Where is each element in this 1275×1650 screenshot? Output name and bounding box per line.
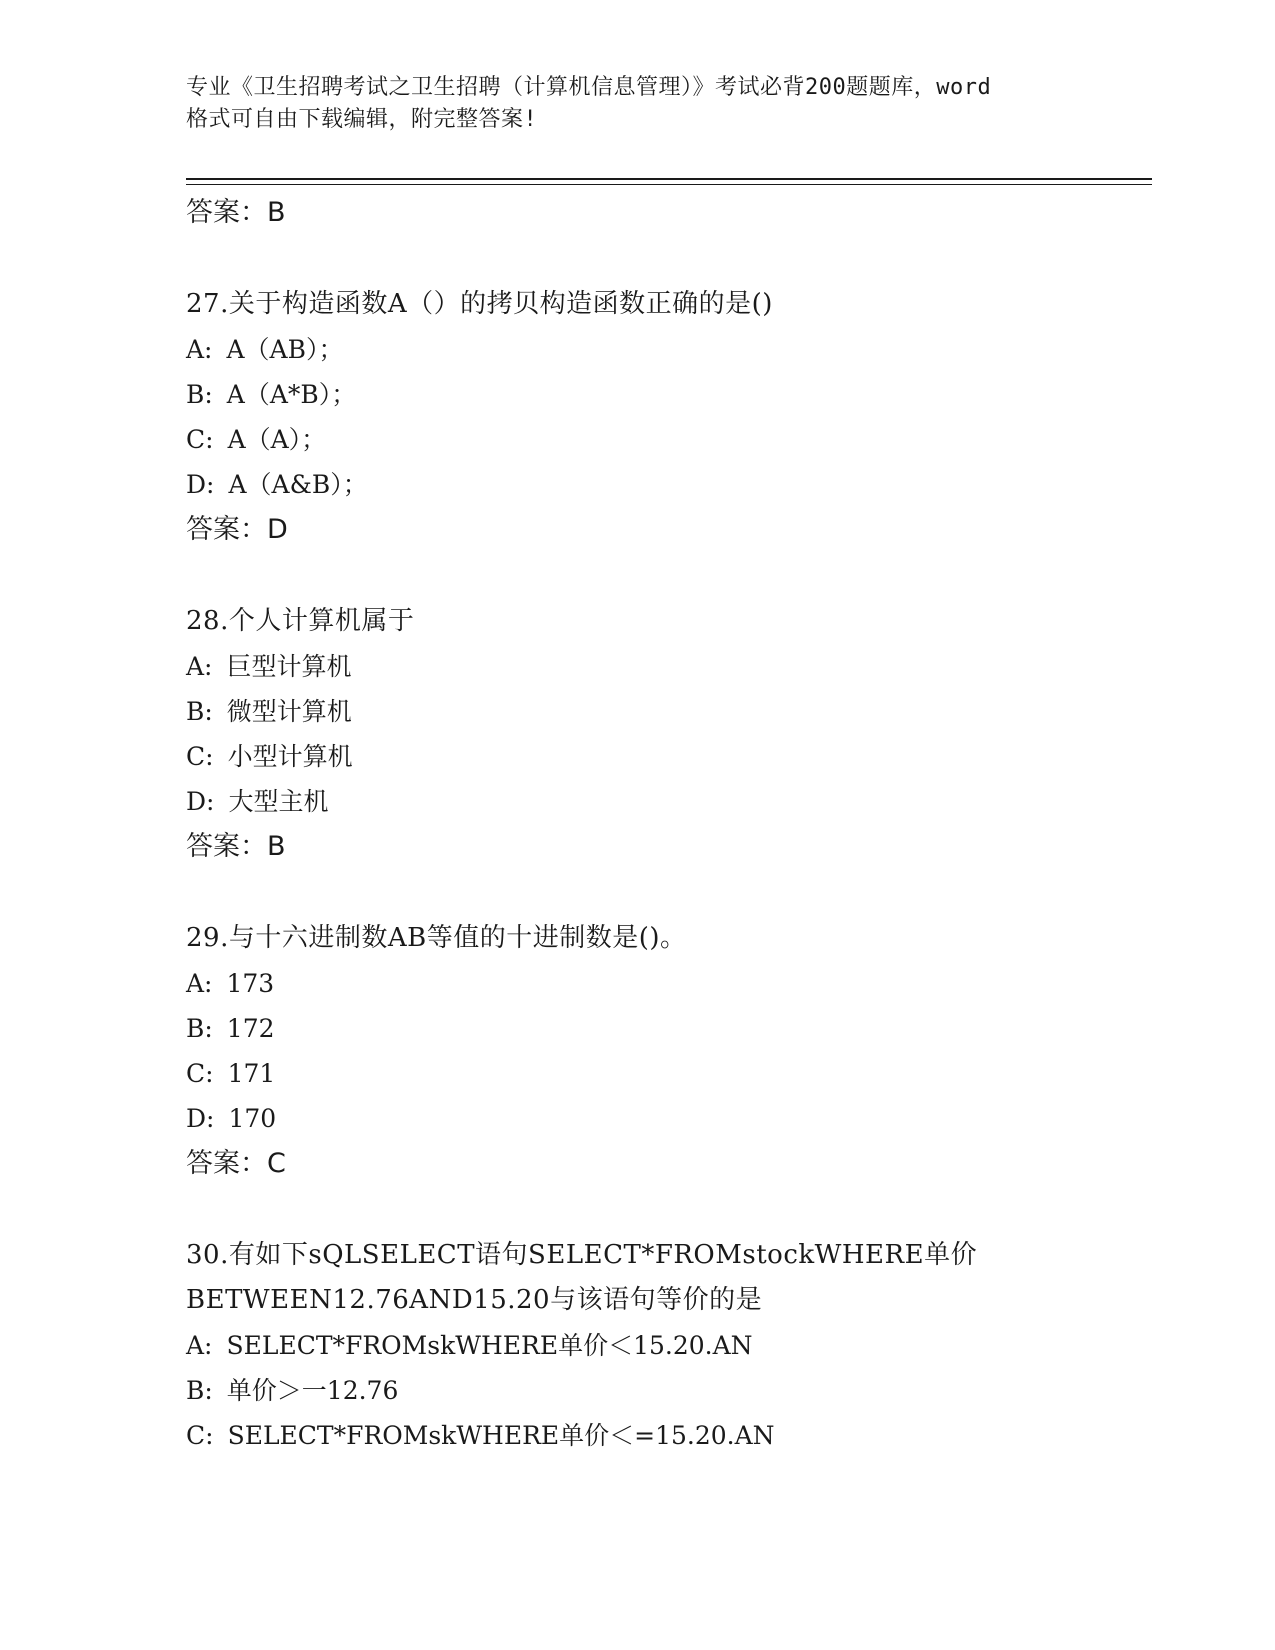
option-text: 171	[227, 1059, 276, 1088]
option-letter: A:	[186, 335, 213, 364]
option-d	[186, 1096, 1152, 1141]
question-text: 28.个人计算机属于	[186, 606, 415, 636]
header-line-1: 专业《卫生招聘考试之卫生招聘（计算机信息管理）》考试必背200题题库，word	[186, 75, 992, 100]
question-block	[186, 282, 1152, 552]
option-a	[186, 961, 1152, 1006]
option-text: 173	[226, 969, 275, 998]
option-text: A（A）；	[227, 425, 327, 454]
spacer	[186, 1186, 1152, 1233]
option-text: 小型计算机	[227, 742, 353, 771]
option-letter: A:	[186, 1331, 213, 1360]
answer-line: 答案：C	[186, 1148, 286, 1179]
option-a	[186, 1323, 1152, 1368]
option-text: 微型计算机	[226, 697, 352, 726]
option-b	[186, 1368, 1152, 1413]
option-text: 170	[228, 1104, 277, 1133]
document-header	[186, 72, 1086, 136]
option-letter: C:	[186, 742, 214, 771]
option-letter: A:	[186, 652, 213, 681]
question-block	[186, 599, 1152, 869]
option-a	[186, 644, 1152, 689]
option-b	[186, 689, 1152, 734]
answer-line: 答案：B	[186, 831, 286, 862]
option-b	[186, 372, 1152, 417]
header-divider-thin	[186, 184, 1152, 185]
option-c	[186, 1413, 1152, 1458]
option-c	[186, 1051, 1152, 1096]
option-letter: D:	[186, 1104, 215, 1133]
question-text: 27.关于构造函数A（）的拷贝构造函数正确的是()	[186, 289, 773, 319]
option-text: A（A*B）；	[226, 380, 357, 409]
option-letter: B:	[186, 380, 213, 409]
header-line-2: 格式可自由下载编辑，附完整答案!	[186, 107, 538, 132]
option-letter: B:	[186, 697, 213, 726]
option-letter: C:	[186, 425, 214, 454]
option-text: A（AB）；	[226, 335, 344, 364]
option-text: 单价＞一12.76	[226, 1376, 399, 1405]
option-letter: B:	[186, 1014, 213, 1043]
answer-line: 答案：B	[186, 197, 286, 228]
question-block	[186, 916, 1152, 1186]
option-d	[186, 779, 1152, 824]
option-b	[186, 1006, 1152, 1051]
option-c	[186, 417, 1152, 462]
questions-body	[186, 190, 1152, 1458]
option-letter: D:	[186, 787, 215, 816]
option-text: SELECT*FROMskWHERE单价＜15.20.AN	[226, 1331, 753, 1360]
spacer	[186, 869, 1152, 916]
spacer	[186, 235, 1152, 282]
question-block	[186, 1233, 1152, 1458]
question-text-continued: BETWEEN12.76AND15.20与该语句等价的是	[186, 1285, 763, 1315]
option-text: 巨型计算机	[226, 652, 352, 681]
option-text: 大型主机	[228, 787, 329, 816]
option-text: 172	[226, 1014, 275, 1043]
option-text: SELECT*FROMskWHERE单价＜=15.20.AN	[227, 1421, 775, 1450]
header-divider-thick	[186, 178, 1152, 180]
option-letter: C:	[186, 1059, 214, 1088]
answer-line: 答案：D	[186, 514, 288, 545]
option-text: A（A&B）；	[228, 470, 368, 499]
option-d	[186, 462, 1152, 507]
question-text: 29.与十六进制数AB等值的十进制数是()。	[186, 923, 687, 953]
option-letter: B:	[186, 1376, 213, 1405]
question-text: 30.有如下sQLSELECT语句SELECT*FROMstockWHERE单价	[186, 1240, 978, 1270]
option-c	[186, 734, 1152, 779]
spacer	[186, 552, 1152, 599]
option-letter: C:	[186, 1421, 214, 1450]
option-letter: A:	[186, 969, 213, 998]
option-a	[186, 327, 1152, 372]
option-letter: D:	[186, 470, 215, 499]
